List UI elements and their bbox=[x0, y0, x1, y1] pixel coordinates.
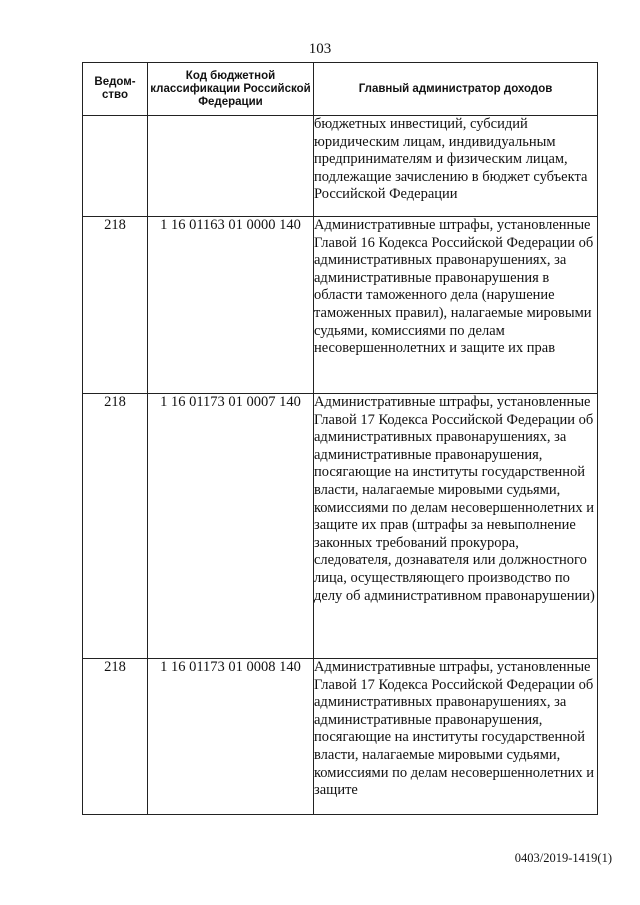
table-row bbox=[83, 659, 598, 815]
code-cell bbox=[148, 116, 314, 217]
table-row bbox=[83, 394, 598, 659]
admin-cell: бюджетных инвестиций, субсидий юридическим лицам, индивидуальным предпринимателям и физическим лицам, подлежащие зачислению в бюджет субъекта Российской Федерации bbox=[314, 116, 598, 217]
dept-cell: 218 bbox=[83, 659, 148, 815]
dept-cell bbox=[83, 116, 148, 217]
code-cell: 1 16 01163 01 0000 140 bbox=[148, 217, 314, 394]
table-row bbox=[83, 217, 598, 394]
admin-cell: Административные штрафы, установленные Главой 17 Кодекса Российской Федерации об административных правонарушениях, за административные правонарушения, посягающие на институты государственной власти, налагаемые мировыми судьями, комиссиями по делам несовершеннолетних и защите их прав (штрафы за невыполнение законных требований прокурора, следователя, дознавателя или должностного лица, осуществляющего производство по делу об административном правонарушении) bbox=[314, 394, 598, 659]
page-number: 103 bbox=[308, 41, 332, 57]
admin-cell: Административные штрафы, установленные Главой 17 Кодекса Российской Федерации об административных правонарушениях, за административные правонарушения, посягающие на институты государственной власти, налагаемые мировыми судьями, комиссиями по делам несовершеннолетних и защите bbox=[314, 659, 598, 815]
revenue-table bbox=[82, 62, 598, 815]
code-cell: 1 16 01173 01 0008 140 bbox=[148, 659, 314, 815]
dept-cell: 218 bbox=[83, 217, 148, 394]
code-cell: 1 16 01173 01 0007 140 bbox=[148, 394, 314, 659]
document-id: 0403/2019-1419(1) bbox=[514, 851, 612, 865]
admin-cell: Административные штрафы, установленные Главой 16 Кодекса Российской Федерации об административных правонарушениях, за административные правонарушения в области таможенного дела (нарушение таможенных правил), налагаемые мировыми судьями, комиссиями по делам несовершеннолетних и защите их прав bbox=[314, 217, 598, 394]
header-dept: Ведом- ство bbox=[83, 63, 148, 116]
dept-cell: 218 bbox=[83, 394, 148, 659]
table-row bbox=[83, 116, 598, 217]
header-code: Код бюджетной классификации Российской Федерации bbox=[148, 63, 314, 116]
header-admin: Главный администратор доходов bbox=[314, 63, 598, 116]
table-header-row bbox=[83, 63, 598, 116]
